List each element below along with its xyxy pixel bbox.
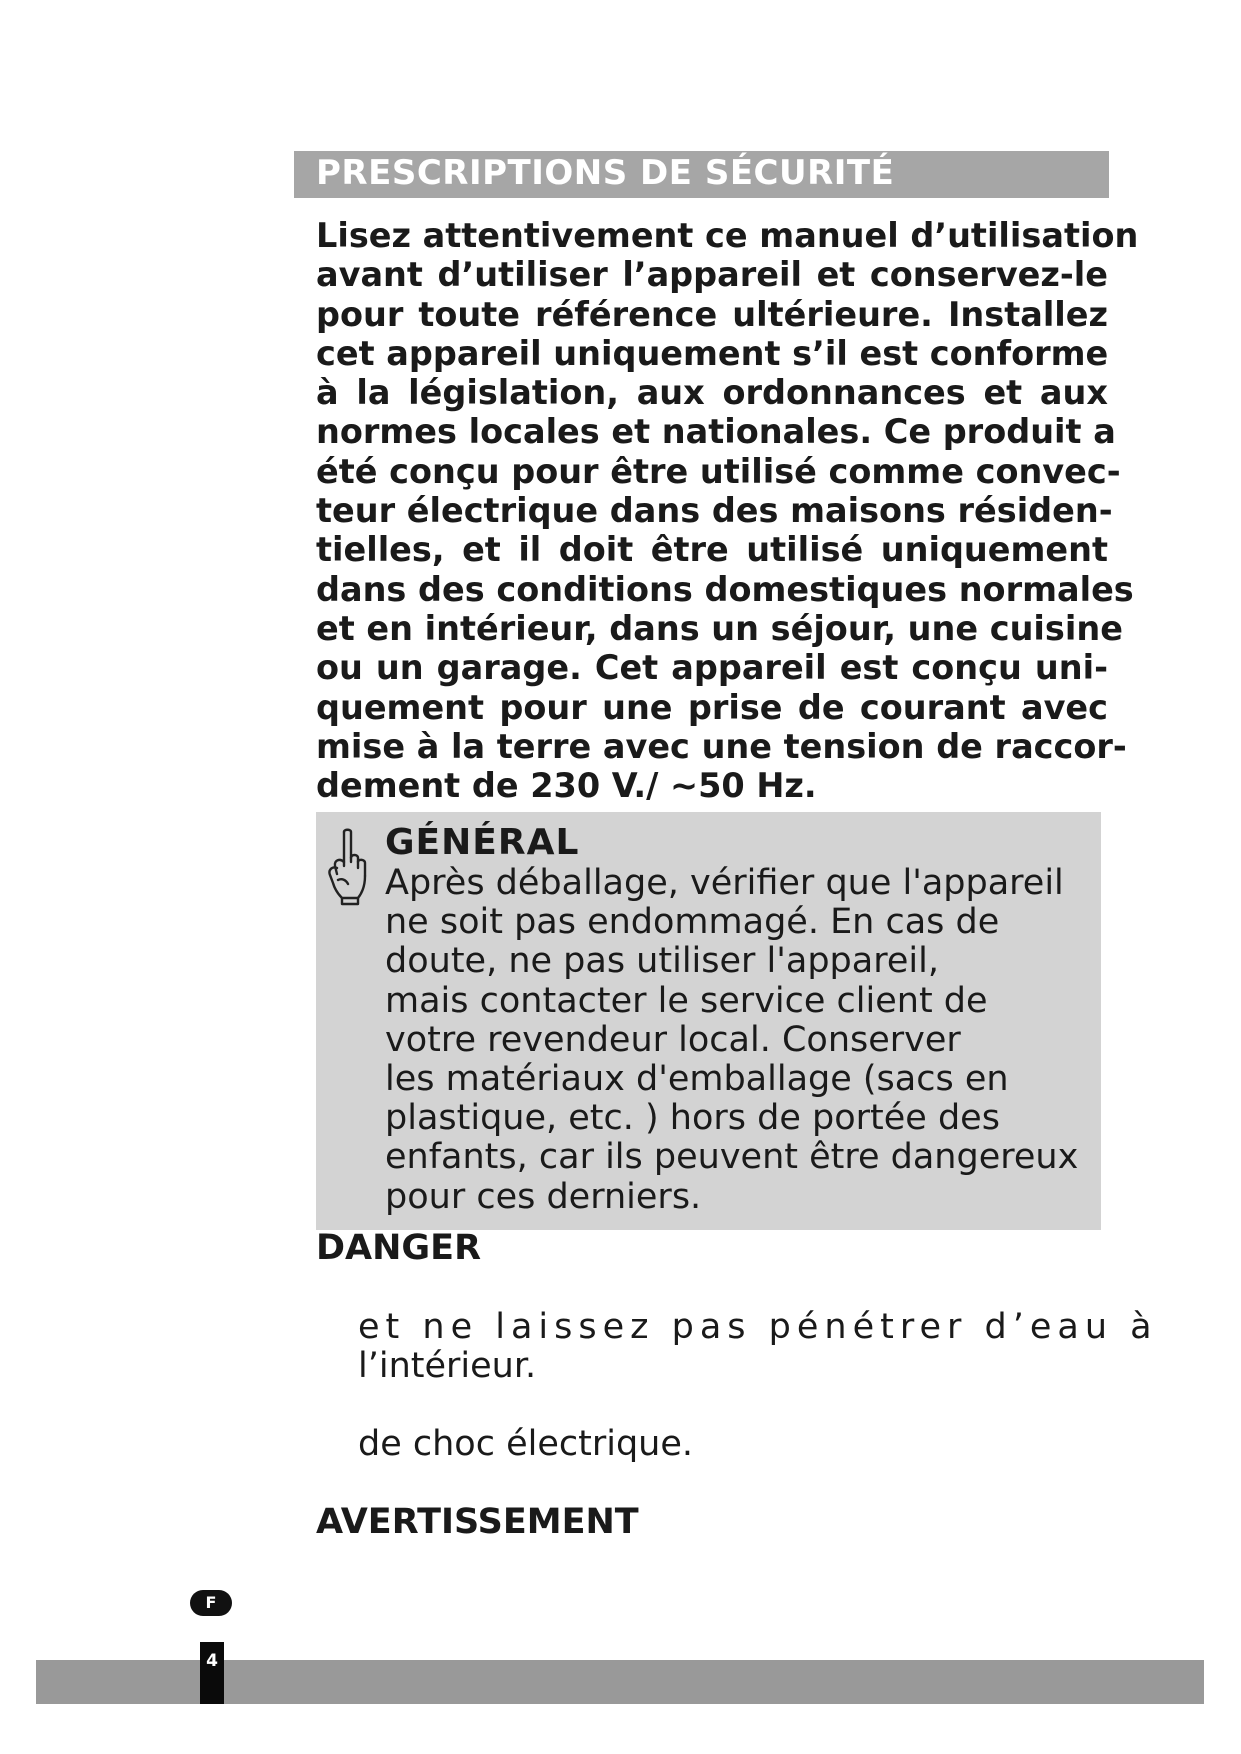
danger-item-1-line-1: et ne laissez pas pénétrer d’eau à [358, 1307, 1158, 1347]
pointing-hand-icon [324, 828, 370, 906]
intro-line: quement pour une prise de courant avec [316, 687, 1108, 727]
warning-heading: AVERTISSEMENT [316, 1502, 639, 1542]
intro-line: été conçu pour être utilisé comme convec- [316, 451, 1121, 491]
general-line: enfants, car ils peuvent être dangereux [385, 1137, 1079, 1178]
intro-line: ou un garage. Cet appareil est conçu uni- [316, 648, 1108, 688]
intro-line: tielles, et il doit être utilisé uniquement [316, 530, 1108, 570]
intro-paragraph [316, 216, 1139, 806]
general-notice-box [316, 812, 1101, 1230]
danger-item-1-line-2: l’intérieur. [358, 1346, 537, 1386]
section-header-bar [294, 151, 1109, 198]
general-line: plastique, etc. ) hors de portée des [385, 1098, 1000, 1139]
general-line: doute, ne pas utiliser l'appareil, [385, 941, 939, 982]
danger-item-1 [358, 1307, 1158, 1386]
general-line: Après déballage, vérifier que l'appareil [385, 863, 1064, 903]
intro-line: avant d’utiliser l’appareil et conservez-le [316, 255, 1108, 295]
intro-line: dans des conditions domestiques normales [316, 569, 1134, 609]
general-title: GÉNÉRAL [385, 822, 580, 863]
general-text [385, 864, 1099, 1217]
language-badge: F [190, 1590, 232, 1616]
general-line: ne soit pas endommagé. En cas de [385, 902, 1000, 943]
intro-line: Lisez attentivement ce manuel d’utilisation [316, 216, 1139, 255]
general-line: les matériaux d'emballage (sacs en [385, 1059, 1009, 1100]
intro-line: cet appareil uniquement s’il est conforme [316, 333, 1109, 373]
danger-heading: DANGER [316, 1228, 482, 1268]
page-number: 4 [200, 1642, 224, 1704]
general-line: votre revendeur local. Conserver [385, 1019, 961, 1060]
danger-item-2: de choc électrique. [358, 1424, 694, 1464]
section-title: PRESCRIPTIONS DE SÉCURITÉ [316, 153, 895, 193]
intro-line: dement de 230 V./ ~50 Hz. [316, 766, 817, 806]
intro-line: et en intérieur, dans un séjour, une cuisine [316, 608, 1123, 648]
intro-line: pour toute référence ultérieure. Installez [316, 294, 1108, 334]
general-line: mais contacter le service client de [385, 980, 988, 1021]
intro-line: normes locales et nationales. Ce produit a [316, 412, 1116, 452]
general-line: pour ces derniers. [385, 1176, 702, 1217]
intro-line: teur électrique dans des maisons résiden- [316, 491, 1113, 531]
intro-line: mise à la terre avec une tension de raccor- [316, 726, 1127, 766]
intro-line: à la législation, aux ordonnances et aux [316, 373, 1108, 413]
